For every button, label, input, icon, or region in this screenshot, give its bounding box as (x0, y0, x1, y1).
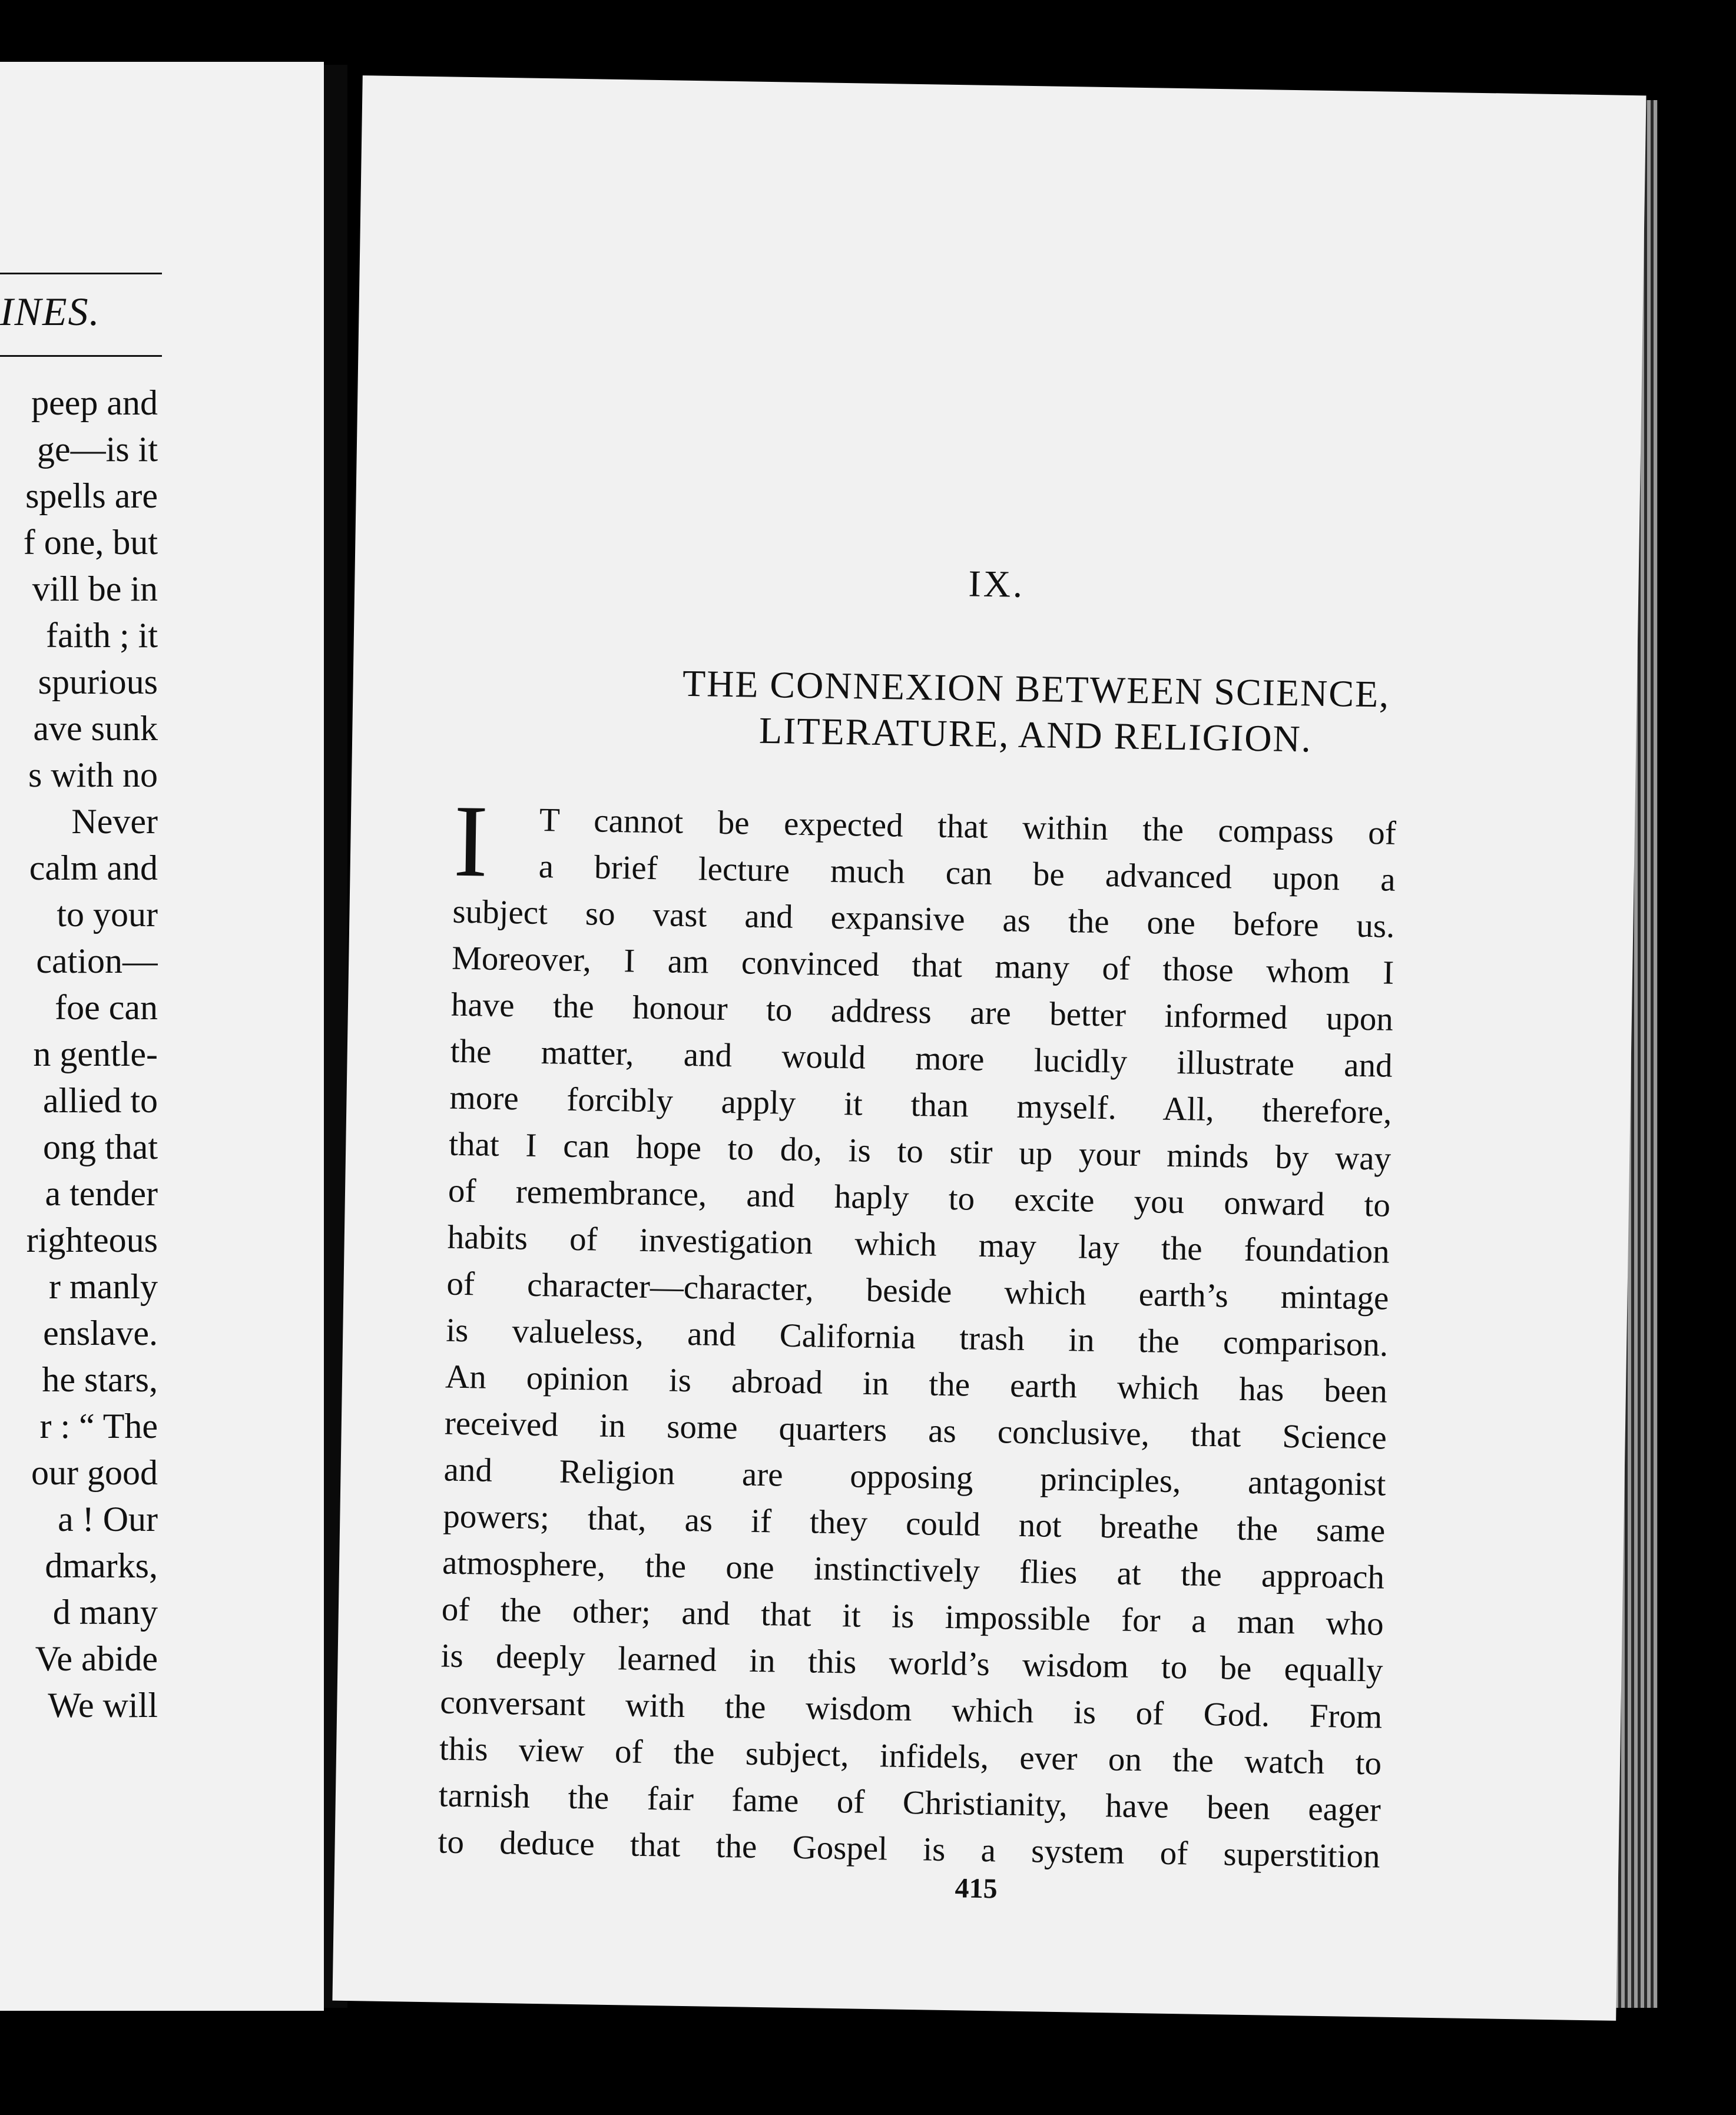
text-line: spells are (25, 476, 158, 515)
chapter-title-line: LITERATURE, AND RELIGION. (758, 709, 1313, 760)
chapter-title (470, 657, 1602, 767)
text-line: tarnish the fair fame of Christianity, have been eager (438, 1776, 1381, 1829)
text-line: calm and (29, 848, 158, 887)
text-line: conversant with the wisdom which is of God. From (439, 1683, 1383, 1736)
text-line: Never (71, 802, 158, 841)
text-line: is deeply learned in this world’s wisdom to be equally (440, 1637, 1383, 1689)
text-line: d many (52, 1593, 158, 1632)
text-line: peep and (31, 383, 158, 422)
text-line: our good (31, 1453, 158, 1492)
text-line: the matter, and would more lucidly illustrate and (450, 1032, 1393, 1085)
text-line: n gentle- (33, 1035, 158, 1073)
text-line: allied to (43, 1081, 158, 1120)
text-line: of remembrance, and haply to excite you onward to (448, 1172, 1391, 1224)
text-line: and Religion are opposing principles, antagonist (443, 1451, 1386, 1503)
previous-page-fragment (0, 62, 324, 2011)
text-line: more forcibly apply it than myself. All, therefore, (449, 1079, 1392, 1131)
chapter-body-text (438, 783, 1397, 1880)
text-line: T cannot be expected that within the compass of (539, 801, 1397, 852)
text-line: a tender (45, 1174, 158, 1213)
header-rule-bottom (0, 355, 162, 357)
text-line: subject so vast and expansive as the one before us. (452, 893, 1395, 945)
text-line: habits of investigation which may lay the foundation (447, 1218, 1390, 1271)
text-line: spurious (38, 662, 158, 701)
text-line: atmosphere, the one instinctively flies at the approach (442, 1544, 1385, 1596)
text-line: foe can (55, 988, 158, 1027)
text-line: powers; that, as if they could not breathe the same (442, 1497, 1386, 1550)
text-line: have the honour to address are better informed upon (450, 986, 1394, 1038)
running-head: INES. (0, 289, 101, 334)
current-page (332, 75, 1646, 2021)
text-line: he stars, (42, 1360, 158, 1399)
previous-page-text (0, 380, 158, 1729)
text-line: r manly (49, 1267, 158, 1306)
text-line: cation— (36, 942, 158, 980)
text-line: a brief lecture much can be advanced upon a (538, 847, 1396, 899)
text-line: Ve abide (35, 1639, 158, 1678)
header-rule-top (0, 273, 162, 274)
text-line: f one, but (23, 523, 158, 562)
text-line: ge—is it (37, 430, 158, 469)
text-line: to your (57, 895, 158, 934)
chapter-title-line: THE CONNEXION BETWEEN SCIENCE, (682, 662, 1390, 715)
text-line: s with no (28, 755, 158, 794)
text-line: We will (48, 1686, 158, 1725)
chapter-number: IX. (968, 562, 1025, 605)
text-line: ave sunk (33, 709, 158, 748)
text-line: An opinion is abroad in the earth which has been (445, 1358, 1388, 1410)
drop-cap: I (452, 783, 489, 899)
text-line: received in some quarters as conclusive, that Science (444, 1404, 1387, 1457)
text-line: of the other; and that it is impossible for a man who (441, 1590, 1384, 1643)
text-line: Moreover, I am convinced that many of those whom I (451, 939, 1394, 992)
text-line: faith ; it (46, 616, 158, 655)
text-line: dmarks, (45, 1546, 158, 1585)
text-line: vill be in (32, 569, 158, 608)
text-line: ong that (43, 1128, 158, 1166)
text-line: of character—character, beside which earth’s mintage (446, 1265, 1389, 1317)
text-line: r : “ The (39, 1407, 158, 1446)
text-line: to deduce that the Gospel is a system of superstition (438, 1823, 1381, 1875)
text-line: is valueless, and California trash in the comparison. (445, 1311, 1389, 1364)
text-line: righteous (26, 1221, 158, 1259)
text-line: this view of the subject, infidels, ever on the watch to (439, 1730, 1382, 1782)
text-line: that I can hope to do, is to stir up your minds by way (448, 1125, 1392, 1178)
text-line: a ! Our (58, 1500, 158, 1539)
page-number: 415 (955, 1872, 998, 1905)
text-line: enslave. (43, 1314, 158, 1352)
